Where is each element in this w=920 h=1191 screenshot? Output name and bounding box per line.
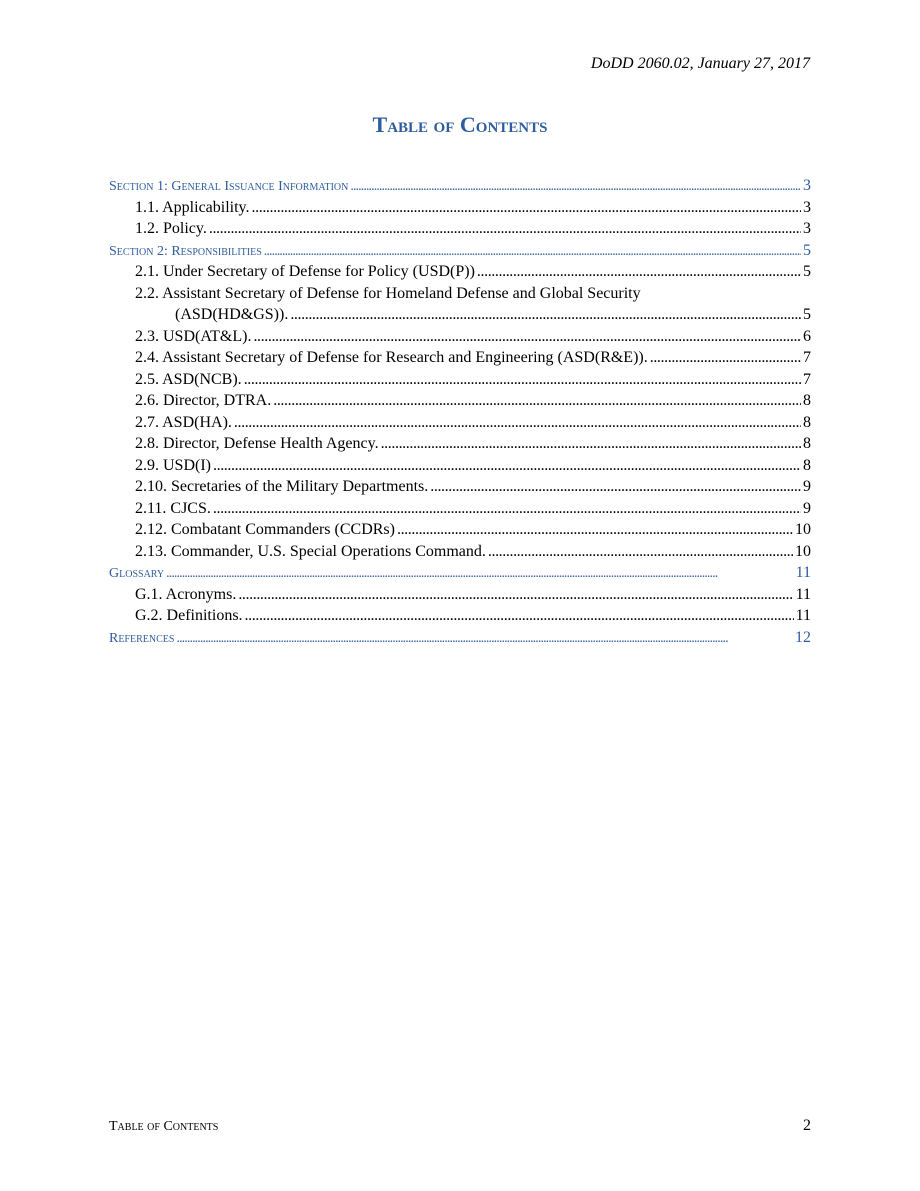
toc-item-1-2[interactable] xyxy=(109,220,811,242)
dot-leader xyxy=(252,199,801,217)
toc-item-2-11[interactable] xyxy=(109,500,811,522)
document-id: DoDD 2060.02, January 27, 2017 xyxy=(590,55,810,72)
dot-leader xyxy=(213,500,801,518)
toc-page: 10 xyxy=(795,542,811,560)
toc-label: 2.7. ASD(HA). xyxy=(135,413,232,431)
toc-section-references[interactable] xyxy=(109,629,811,651)
toc-page: 6 xyxy=(803,327,811,345)
dot-leader xyxy=(477,263,801,281)
toc-label: References xyxy=(109,630,175,646)
dot-leader xyxy=(430,478,801,496)
page-title: Table of Contents xyxy=(372,112,548,137)
toc-item-2-1[interactable] xyxy=(109,263,811,285)
toc-item-2-4[interactable] xyxy=(109,349,811,371)
toc-label: G.1. Acronyms. xyxy=(135,585,237,603)
toc-page: 9 xyxy=(803,478,811,495)
toc-label: Section 2: Responsibilities xyxy=(109,243,262,259)
toc-page: 7 xyxy=(803,349,811,366)
toc-item-g-2[interactable] xyxy=(109,607,811,629)
dot-leader xyxy=(238,586,793,604)
dot-leader xyxy=(290,306,801,324)
toc-label: G.2. Definitions. xyxy=(135,607,243,624)
dot-leader xyxy=(209,220,801,238)
toc-item-2-7[interactable] xyxy=(109,414,811,436)
toc-label: 2.2. Assistant Secretary of Defense for Homeland Defense and Global Security xyxy=(135,284,641,302)
toc-page: 11 xyxy=(795,607,811,624)
toc-page: 8 xyxy=(803,392,811,409)
dot-leader xyxy=(253,328,801,346)
toc-label: 2.5. ASD(NCB). xyxy=(135,370,242,388)
toc-section-2[interactable] xyxy=(109,242,811,264)
toc-item-g-1[interactable] xyxy=(109,586,811,608)
toc-page: 3 xyxy=(803,177,811,194)
toc-page: 5 xyxy=(803,263,811,280)
toc-section-1[interactable] xyxy=(109,177,811,199)
dot-leader xyxy=(166,566,793,582)
toc-page: 8 xyxy=(803,413,811,431)
dot-leader xyxy=(234,414,801,432)
table-of-contents xyxy=(109,177,811,650)
toc-page: 8 xyxy=(803,435,811,452)
toc-page: 11 xyxy=(795,564,811,581)
toc-page: 11 xyxy=(795,585,811,603)
toc-page: 3 xyxy=(803,220,811,237)
dot-leader xyxy=(350,179,801,195)
footer-section-label: Table of Contents xyxy=(109,1119,219,1134)
dot-leader xyxy=(273,392,801,410)
toc-item-2-12[interactable] xyxy=(109,521,811,543)
toc-page: 7 xyxy=(803,370,811,388)
toc-page: 8 xyxy=(803,456,811,474)
dot-leader xyxy=(176,631,793,647)
toc-label: 2.1. Under Secretary of Defense for Policy (USD(P)) xyxy=(135,263,475,280)
toc-section-glossary[interactable] xyxy=(109,564,811,586)
toc-item-2-2-line1[interactable] xyxy=(109,285,811,307)
toc-label: 2.9. USD(I) xyxy=(135,456,211,474)
toc-item-1-1[interactable] xyxy=(109,199,811,221)
toc-item-2-8[interactable] xyxy=(109,435,811,457)
toc-item-2-6[interactable] xyxy=(109,392,811,414)
dot-leader xyxy=(650,349,801,367)
toc-label: 2.13. Commander, U.S. Special Operations Command. xyxy=(135,542,486,560)
toc-item-2-13[interactable] xyxy=(109,543,811,565)
toc-page: 9 xyxy=(803,499,811,517)
toc-item-2-5[interactable] xyxy=(109,371,811,393)
toc-label: 2.10. Secretaries of the Military Departments. xyxy=(135,478,429,495)
toc-label: 2.8. Director, Defense Health Agency. xyxy=(135,435,379,452)
toc-item-2-9[interactable] xyxy=(109,457,811,479)
toc-item-2-3[interactable] xyxy=(109,328,811,350)
toc-label: 2.4. Assistant Secretary of Defense for Research and Engineering (ASD(R&E)). xyxy=(135,349,648,366)
dot-leader xyxy=(397,521,793,539)
dot-leader xyxy=(213,457,801,475)
toc-label: 2.11. CJCS. xyxy=(135,499,211,517)
toc-label: 2.12. Combatant Commanders (CCDRs) xyxy=(135,521,395,538)
toc-page: 12 xyxy=(795,628,811,646)
toc-item-2-10[interactable] xyxy=(109,478,811,500)
dot-leader xyxy=(381,435,801,453)
toc-page: 3 xyxy=(803,198,811,216)
toc-label: 2.6. Director, DTRA. xyxy=(135,392,272,409)
toc-label: Section 1: General Issuance Information xyxy=(109,179,349,194)
dot-leader xyxy=(245,607,794,625)
dot-leader xyxy=(264,244,801,260)
dot-leader xyxy=(488,543,793,561)
toc-label: 1.2. Policy. xyxy=(135,220,207,237)
toc-page: 5 xyxy=(803,306,811,323)
toc-page: 10 xyxy=(795,521,811,538)
toc-label: 2.3. USD(AT&L). xyxy=(135,327,252,345)
toc-label: (ASD(HD&GS)). xyxy=(175,306,289,323)
footer-page-number: 2 xyxy=(803,1117,811,1134)
dot-leader xyxy=(244,371,801,389)
toc-item-2-2-line2[interactable] xyxy=(109,306,811,328)
toc-label: 1.1. Applicability. xyxy=(135,198,250,216)
toc-label: Glossary xyxy=(109,566,165,581)
toc-page: 5 xyxy=(803,241,811,259)
